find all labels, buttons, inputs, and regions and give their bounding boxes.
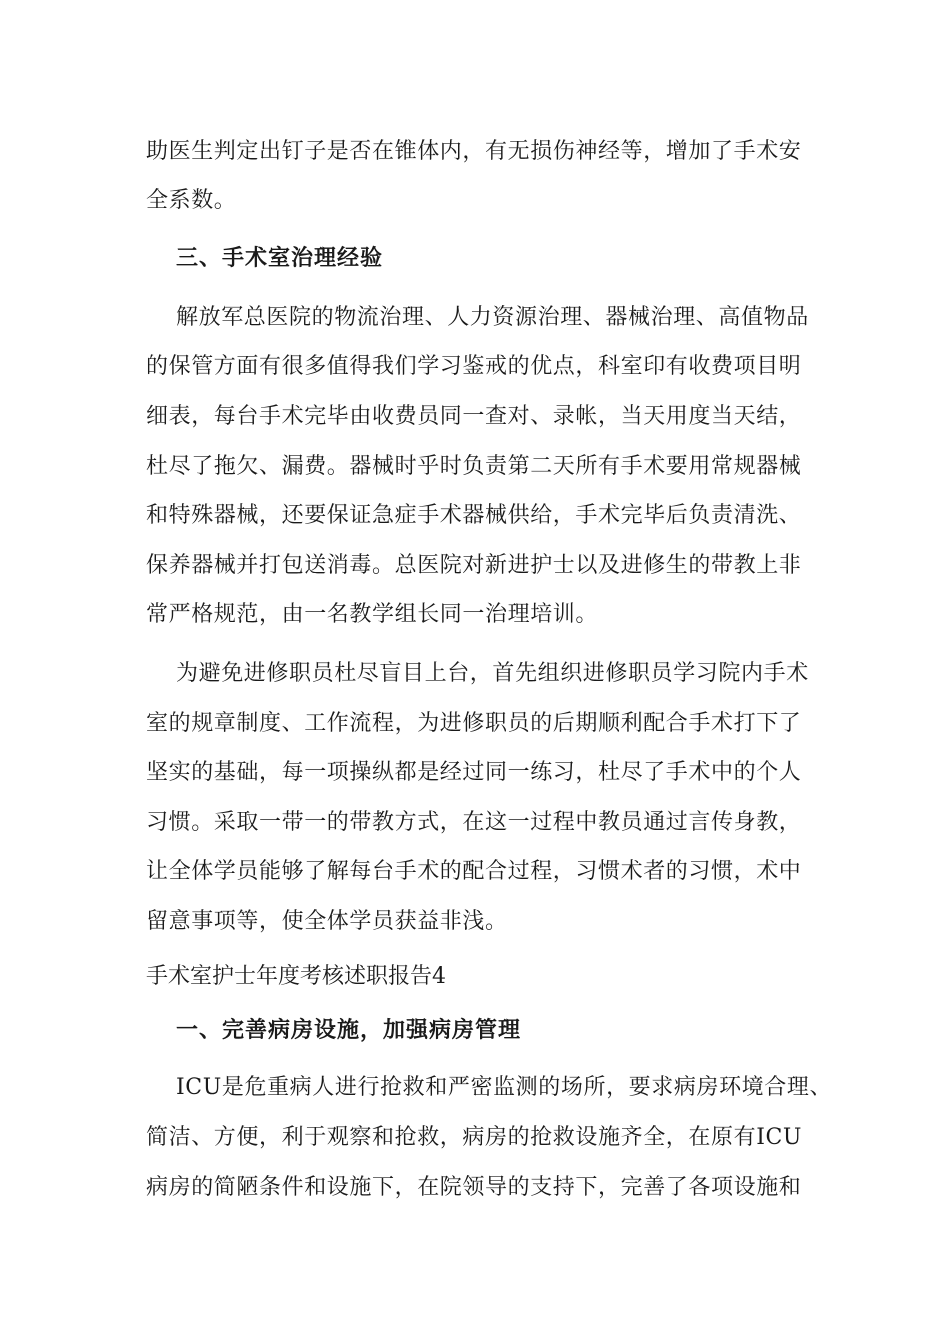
paragraph-line: 杜尽了拖欠、漏费。器械时乎时负责第二天所有手术要用常规器械 xyxy=(146,454,802,479)
report-title: 手术室护士年度考核述职报告4 xyxy=(146,964,446,989)
paragraph-line: 常严格规范，由一名教学组长同一治理培训。 xyxy=(146,602,599,627)
paragraph-line: 习惯。采取一带一的带教方式，在这一过程中教员通过言传身教， xyxy=(146,810,802,835)
paragraph-line: 病房的简陋条件和设施下，在院领导的支持下，完善了各项设施和 xyxy=(146,1175,802,1200)
paragraph-line: 全系数。 xyxy=(146,188,237,213)
paragraph-line: 坚实的基础，每一项操纵都是经过同一练习，杜尽了手术中的个人 xyxy=(146,760,802,785)
section-heading: 三、手术室治理经验 xyxy=(176,246,384,271)
paragraph-line: 助医生判定出钉子是否在锥体内，有无损伤神经等，增加了手术安 xyxy=(146,139,802,164)
paragraph-line: 室的规章制度、工作流程，为进修职员的后期顺利配合手术打下了 xyxy=(146,711,802,736)
paragraph-line: ICU是危重病人进行抢救和严密监测的场所，要求病房环境合理、 xyxy=(176,1075,833,1100)
paragraph-line: 留意事项等，使全体学员获益非浅。 xyxy=(146,909,508,934)
section-heading: 一、完善病房设施，加强病房管理 xyxy=(176,1018,522,1043)
paragraph-line: 细表，每台手术完毕由收费员同一查对、录帐，当天用度当天结， xyxy=(146,404,802,429)
paragraph-line: 和特殊器械，还要保证急症手术器械供给，手术完毕后负责清洗、 xyxy=(146,503,802,528)
paragraph-line: 简洁、方便，利于观察和抢救，病房的抢救设施齐全，在原有ICU xyxy=(146,1125,803,1150)
paragraph-line: 的保管方面有很多值得我们学习鉴戒的优点，科室印有收费项目明 xyxy=(146,354,802,379)
paragraph-line: 保养器械并打包送消毒。总医院对新进护士以及进修生的带教上非 xyxy=(146,553,802,578)
paragraph-line: 解放军总医院的物流治理、人力资源治理、器械治理、高值物品 xyxy=(176,305,809,330)
paragraph-line: 让全体学员能够了解每台手术的配合过程，习惯术者的习惯，术中 xyxy=(146,859,802,884)
paragraph-line: 为避免进修职员杜尽盲目上台，首先组织进修职员学习院内手术 xyxy=(176,661,809,686)
